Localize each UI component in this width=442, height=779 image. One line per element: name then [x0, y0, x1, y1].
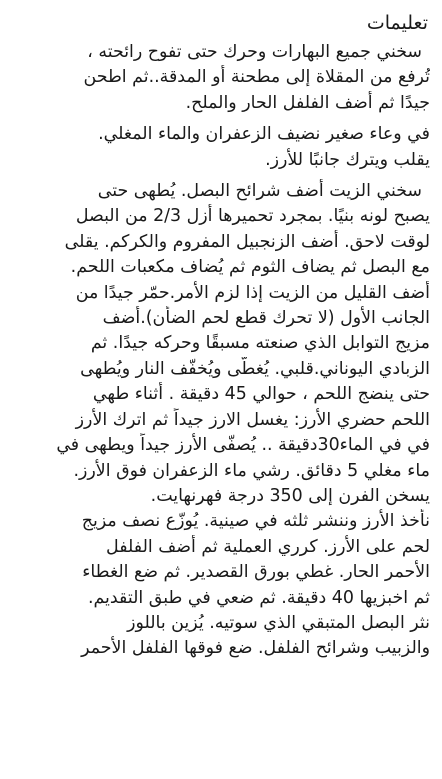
text-line: مزيج التوابل الذي صنعته مسبقًا وحركه جيدًا. ثم: [90, 333, 430, 354]
text-line: يقلب ويترك جانبًا للأرز.: [265, 149, 430, 170]
text-line: لوقت لاحق. أضف الزنجبيل المفروم والكركم. يقلى: [64, 231, 430, 252]
text-line: في في الماء30دقيقة .. يُصفّى الأرز جيداً ويطهى في: [56, 435, 430, 456]
text-line: حتى ينضج اللحم ، حوالي 45 دقيقة . أثناء طهي: [92, 384, 430, 405]
text-line: الجانب الأول (لا تحرك قطع لحم الضأن).أضف: [102, 308, 430, 329]
text-line: تُرفع من المقلاة إلى مطحنة أو المدقة..ثم اطحن: [83, 67, 430, 88]
text-line: سخني جميع البهارات وحرك حتى تفوح رائحته ،: [87, 42, 422, 62]
text-line: سخني الزيت أضف شرائح البصل. يُطهى حتى: [97, 181, 422, 202]
text-line: يصبح لونه بنيًا. بمجرد تحميرها أزل 2/3 من البصل: [75, 206, 430, 227]
text-line: والزبيب وشرائح الفلفل. ضع فوقها الفلفل الأحمر: [81, 638, 430, 659]
text-line: جيدًا ثم أضف الفلفل الحار والملح.: [185, 92, 430, 113]
text-line: ماء مغلي 5 دقائق. رشي ماء الزعفران فوق الأرز.: [73, 460, 430, 481]
text-line: نثر البصل المتبقي الذي سوتيه. يُزين باللوز: [127, 612, 430, 633]
text-line: يسخن الفرن إلى 350 درجة فهرنهايت.: [150, 485, 430, 506]
text-line: اللحم حضري الأرز: يغسل الارز جيداً ثم اترك الأرز: [75, 409, 430, 430]
text-line: لحم على الأرز. كرري العملية ثم أضف الفلفل: [106, 536, 430, 557]
instructions-title: تعليمات: [366, 12, 428, 34]
text-line: الأحمر الحار. غطي بورق القصدير. ثم ضع الغطاء: [82, 562, 430, 583]
text-line: نأخذ الأرز وننشر ثلثه في صينية. يُوزّع نصف مزيج: [81, 511, 430, 532]
text-line: الزبادي اليوناني.قلبي. يُغطّى ويُخفّف النار ويُطهى: [80, 358, 430, 379]
text-line: ثم اخبزيها 40 دقيقة. ثم ضعي في طبق التقديم.: [87, 587, 430, 608]
text-line: مع البصل ثم يضاف الثوم ثم يُضاف مكعبات اللحم.: [70, 257, 430, 278]
text-line: في وعاء صغير نضيف الزعفران والماء المغلي.: [98, 124, 430, 145]
text-line: أضف القليل من الزيت إذا لزم الأمر.حمّر جيدًا من: [75, 282, 430, 303]
